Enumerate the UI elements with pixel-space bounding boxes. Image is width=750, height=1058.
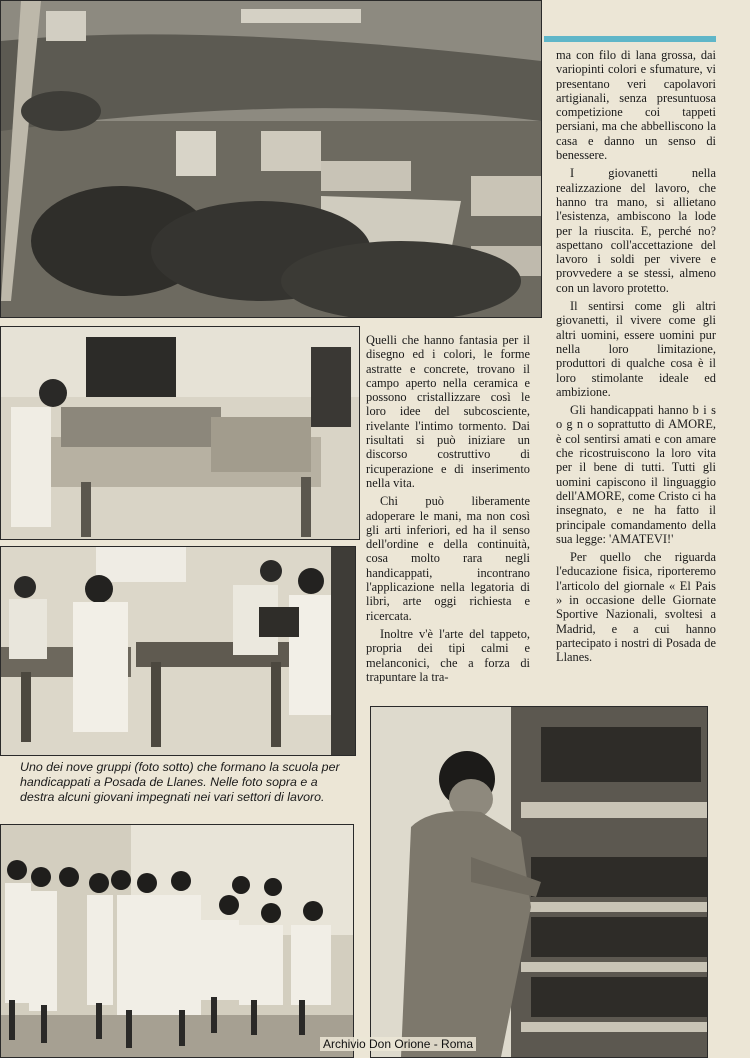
paragraph: Per quello che riguarda l'educazione fisica, riporteremo l'articolo del giornale « El Pais » in occasione delle Giornate Sportive Nazionali, svoltesi a Madrid, e a cui hanno partecipato i nostri di Posada de Llanes. [556,550,716,665]
aerial-photo [0,0,542,318]
birdcage-photo [370,706,708,1058]
paragraph: I giovanetti nella realizzazione del lavoro, che hanno tra mano, si allietano l'esistenza, ambiscono la lode per la riuscita. E, perché no? aspettano coll'accettazione del lavoro i soldi per vivere e provvedere a se stessi, almeno con un lavoro protetto. [556,166,716,295]
accent-bar [544,36,716,42]
paragraph: Chi può liberamente adoperare le mani, ma non così gli arti inferiori, ed ha il senso dell'ordine e della continuità, cosa molto rara negli handicappati, incontrano l'applicazione nella legatoria di libri, arte oggi richiesta e ricercata. [366,494,530,623]
text-column-right [556,48,716,668]
paragraph: Il sentirsi come gli altri giovanetti, il vivere come gli altri uomini, essere uomini pur nella loro limitazione, produttori di qualche cosa è il loro stimolante ideale ed ambizione. [556,299,716,399]
text-column-middle [366,333,530,688]
group-photo [0,824,354,1058]
archive-credit: Archivio Don Orione - Roma [320,1037,476,1051]
paragraph: ma con filo di lana grossa, dai variopinti colori e sfumature, vi presentano veri capolavori artigianali, senza presuntuosa competizione coi tappeti persiani, ma che abbelliscono la casa e danno un senso di benessere. [556,48,716,163]
workshop-photo-bookbinding [0,546,356,756]
paragraph: Gli handicappati hanno b i s o g n o soprattutto di AMORE, è col sentirsi amati e con amare che ricostruiscono la loro vita per il bene di tutti. Tutti gli uomini capiscono il linguaggio dell'AMORE, come Cristo ci ha insegnato, e ne ha fatto il principale comandamento della sua legge: 'AMATEVI!' [556,403,716,546]
paragraph: Quelli che hanno fantasia per il disegno ed i colori, le forme astratte e concrete, trovano il campo aperto nella ceramica e possono cristallizzare così le loro idee del subcosciente, rivelante l'intimo tormento. Dai risultati si può iniziare un discorso costruttivo di ricuperazione e di inserimento nella vita. [366,333,530,490]
photo-caption: Uno dei nove gruppi (foto sotto) che formano la scuola per handicappati a Posada de Llanes. Nelle foto sopra e a destra alcuni giovani impegnati nei vari settori di lavoro. [20,760,340,804]
paragraph: Inoltre v'è l'arte del tappeto, propria dei tipi calmi e melanconici, che a forza di trapuntare la tra- [366,626,530,684]
workshop-photo-ceramics [0,326,360,540]
